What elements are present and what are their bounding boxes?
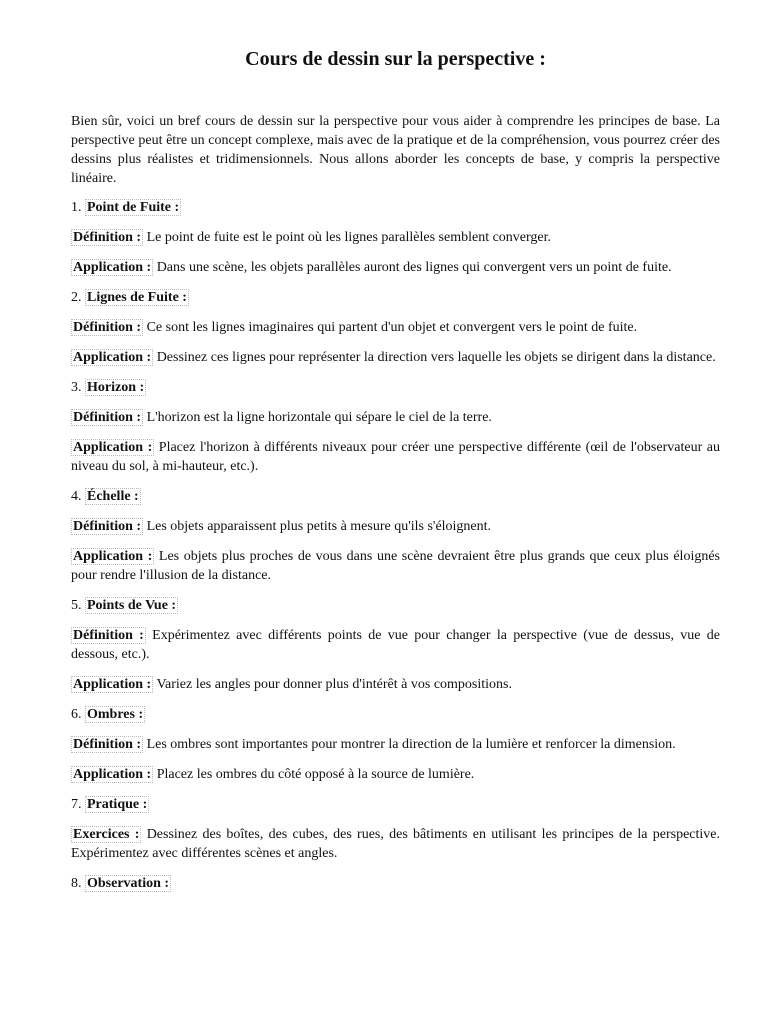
item-text: Le point de fuite est le point où les lignes parallèles semblent converger. <box>146 230 552 245</box>
section-number: 6. <box>71 707 82 722</box>
section-number: 8. <box>71 876 82 891</box>
section-number: 1. <box>71 200 82 215</box>
item-label: Définition : <box>73 628 144 643</box>
section-item <box>71 626 720 664</box>
item-text: L'horizon est la ligne horizontale qui sépare le ciel de la terre. <box>146 410 492 425</box>
item-label: Application : <box>73 677 152 692</box>
item-text: Dans une scène, les objets parallèles auront des lignes qui convergent vers un point de fuite. <box>156 260 672 275</box>
section-number: 4. <box>71 489 82 504</box>
section-title: Ombres : <box>87 707 144 722</box>
item-text: Les objets plus proches de vous dans une scène devraient être plus grands que ceux plus éloignés pour rendre l'illusion de la distance. <box>71 549 720 583</box>
item-label: Application : <box>73 350 152 365</box>
section-title: Horizon : <box>87 380 145 395</box>
section-number: 5. <box>71 598 82 613</box>
intro-paragraph: Bien sûr, voici un bref cours de dessin sur la perspective pour vous aider à comprendre les principes de base. La perspective peut être un concept complexe, mais avec de la pratique et de la compréhension, vous pourrez créer des dessins plus réalistes et tridimensionnels. Nous allons aborder les concepts de base, y compris la perspective linéaire. <box>71 114 720 186</box>
section-item <box>71 408 720 427</box>
item-text: Dessinez des boîtes, des cubes, des rues, des bâtiments en utilisant les principes de la perspective. Expérimentez avec différentes scènes et angles. <box>71 827 721 861</box>
section-heading <box>71 378 720 397</box>
item-label: Définition : <box>73 230 142 245</box>
section-heading <box>71 288 720 307</box>
section-title: Échelle : <box>87 489 139 504</box>
section-number: 3. <box>71 380 82 395</box>
item-label: Définition : <box>73 410 142 425</box>
section-heading <box>71 596 720 615</box>
section-item <box>71 675 720 694</box>
section-title: Lignes de Fuite : <box>87 290 187 305</box>
section-item <box>71 348 720 367</box>
item-text: Expérimentez avec différents points de vue pour changer la perspective (vue de dessus, vue de dessous, etc.). <box>71 628 720 662</box>
item-text: Variez les angles pour donner plus d'intérêt à vos compositions. <box>156 677 512 692</box>
section-heading <box>71 795 720 814</box>
sections-container <box>71 198 720 893</box>
item-text: Les objets apparaissent plus petits à mesure qu'ils s'éloignent. <box>146 519 492 534</box>
section-item <box>71 765 720 784</box>
item-label: Application : <box>73 549 153 564</box>
item-label: Exercices : <box>73 827 140 842</box>
section-item <box>71 318 720 337</box>
item-text: Les ombres sont importantes pour montrer la direction de la lumière et renforcer la dimension. <box>146 737 676 752</box>
section-title: Pratique : <box>87 797 148 812</box>
item-text: Ce sont les lignes imaginaires qui partent d'un objet et convergent vers le point de fuite. <box>146 320 638 335</box>
section-number: 2. <box>71 290 82 305</box>
section-heading <box>71 705 720 724</box>
section-item <box>71 258 720 277</box>
section-number: 7. <box>71 797 82 812</box>
section-title: Point de Fuite : <box>87 200 180 215</box>
section-item <box>71 825 720 863</box>
section-title: Points de Vue : <box>87 598 177 613</box>
document-page <box>71 44 720 893</box>
item-label: Définition : <box>73 519 142 534</box>
section-heading <box>71 198 720 217</box>
item-text: Placez les ombres du côté opposé à la source de lumière. <box>156 767 475 782</box>
item-label: Application : <box>73 260 152 275</box>
section-item <box>71 547 720 585</box>
section-item <box>71 438 720 476</box>
section-heading <box>71 487 720 506</box>
section-item <box>71 735 720 754</box>
section-item <box>71 228 720 247</box>
item-label: Définition : <box>73 737 142 752</box>
section-heading <box>71 874 720 893</box>
item-text: Placez l'horizon à différents niveaux pour créer une perspective différente (œil de l'observateur au niveau du sol, à mi-hauteur, etc.). <box>71 440 720 474</box>
section-title: Observation : <box>87 876 170 891</box>
item-label: Application : <box>73 440 153 455</box>
item-label: Application : <box>73 767 152 782</box>
page-title: Cours de dessin sur la perspective : <box>245 48 546 70</box>
section-item <box>71 517 720 536</box>
item-text: Dessinez ces lignes pour représenter la direction vers laquelle les objets se dirigent dans la distance. <box>156 350 716 365</box>
item-label: Définition : <box>73 320 142 335</box>
